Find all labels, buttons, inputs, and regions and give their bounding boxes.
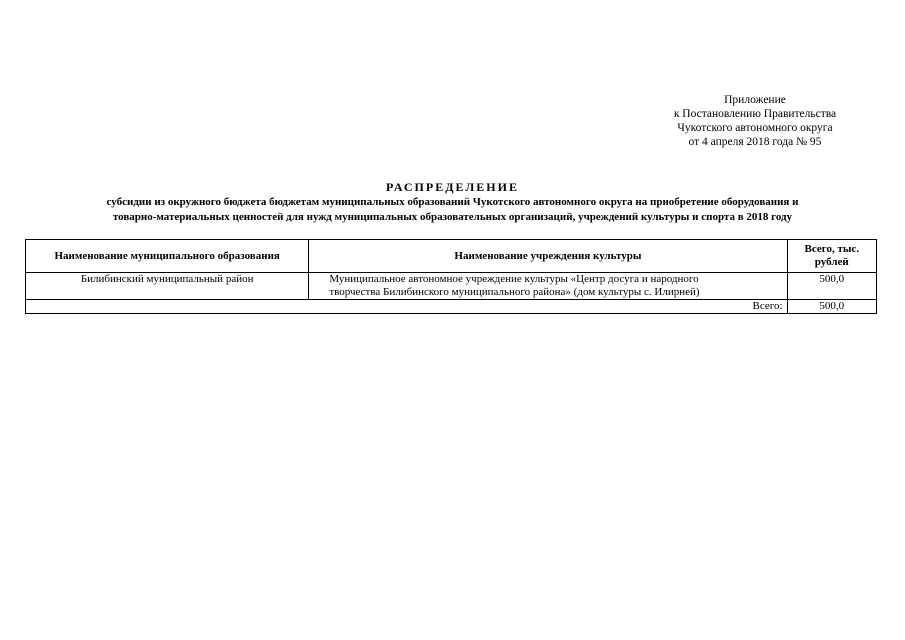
appendix-date-number: от 4 апреля 2018 года № 95 — [688, 136, 822, 148]
table-row — [26, 273, 877, 300]
total-amount: 500,0 — [787, 300, 876, 314]
table-header-row — [26, 240, 877, 273]
header-municipality: Наименование муниципального образования — [26, 240, 309, 273]
document-subtitle-line1: субсидии из окружного бюджета бюджетам муниципальных образований Чукотского автономного округа на приобретение оборудования и — [106, 196, 799, 208]
institution-line1: Муниципальное автономное учреждение культуры «Центр досуга и народного — [329, 273, 699, 285]
appendix-block — [640, 93, 870, 149]
document-title: РАСПРЕДЕЛЕНИЕ — [386, 180, 519, 194]
appendix-resolution-ref: к Постановлению Правительства — [673, 108, 837, 120]
header-institution: Наименование учреждения культуры — [309, 240, 787, 273]
total-row — [26, 300, 877, 314]
document-heading — [20, 180, 885, 225]
appendix-region: Чукотского автономного округа — [677, 122, 833, 134]
institution-line2: творчества Билибинского муниципального района» (дом культуры с. Илирней) — [329, 286, 700, 298]
amount-cell: 500,0 — [787, 273, 876, 300]
institution-cell — [309, 273, 787, 300]
header-amount — [787, 240, 876, 273]
municipality-cell: Билибинский муниципальный район — [26, 273, 309, 300]
header-amount-line2: рублей — [814, 256, 849, 268]
distribution-table — [25, 239, 877, 314]
document-subtitle-line2: товарно-материальных ценностей для нужд муниципальных образовательных организаций, учреждений культуры и спорта в 2018 году — [112, 211, 793, 223]
appendix-title: Приложение — [724, 94, 786, 106]
header-amount-line1: Всего, тыс. — [804, 243, 860, 255]
total-label: Всего: — [26, 300, 788, 314]
